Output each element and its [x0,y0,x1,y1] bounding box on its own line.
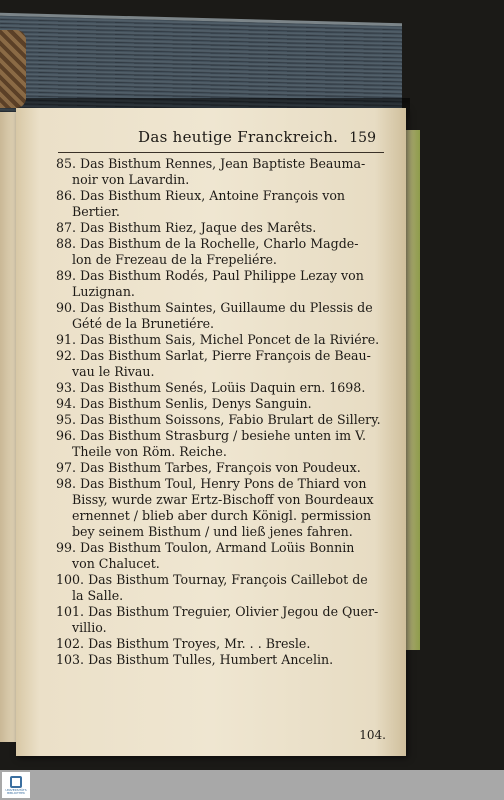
list-item [56,396,386,412]
entry-number: 87. [56,220,77,235]
entry-number: 96. [56,428,77,443]
entry-text: lon de Frezeau de la Frepeliére. [72,252,277,267]
entry-first-line [56,380,386,396]
entry-continuation-line [56,492,386,508]
list-item [56,412,386,428]
entry-list [56,156,386,668]
entry-first-line [56,236,386,252]
list-item [56,268,386,300]
page-number: 159 [349,130,376,146]
entry-text: Gété de la Brunetiére. [72,316,215,331]
entry-text: Das Bisthum Rennes, Jean Baptiste Beauma- [80,156,366,171]
entry-first-line [56,428,386,444]
spine-ribbon [0,30,26,108]
entry-number: 103. [56,652,85,667]
entry-first-line [56,412,386,428]
entry-continuation-line [56,444,386,460]
entry-text: Das Bisthum Soissons, Fabio Brulart de Sillery. [80,412,381,427]
entry-text: Das Bisthum Rieux, Antoine François von [80,188,346,203]
entry-continuation-line [56,508,386,524]
entry-first-line [56,636,386,652]
entry-first-line [56,220,386,236]
entry-number: 86. [56,188,77,203]
list-item [56,156,386,188]
list-item [56,572,386,604]
entry-text: noir von Lavardin. [72,172,190,187]
entry-text: Das Bisthum Rodés, Paul Philippe Lezay von [80,268,364,283]
entry-continuation-line [56,588,386,604]
entry-number: 95. [56,412,77,427]
entry-first-line [56,332,386,348]
entry-first-line [56,572,386,588]
entry-text: Das Bisthum Tarbes, François von Poudeux. [80,460,361,475]
entry-number: 94. [56,396,77,411]
entry-text: Theile von Röm. Reiche. [72,444,227,459]
list-item [56,652,386,668]
entry-number: 102. [56,636,85,651]
entry-first-line [56,652,386,668]
entry-continuation-line [56,316,386,332]
list-item [56,604,386,636]
entry-text: Das Bisthum Toul, Henry Pons de Thiard von [80,476,367,491]
entry-number: 101. [56,604,85,619]
list-item [56,220,386,236]
entry-text: vau le Rivau. [72,364,155,379]
library-logo-text: UNIVERSITÄTS BIBLIOTHEK [5,788,27,795]
entry-text: Bissy, wurde zwar Ertz-Bischoff von Bourdeaux [72,492,374,507]
entry-text: Das Bisthum de la Rochelle, Charlo Magde- [80,236,359,251]
entry-text: ernennet / blieb aber durch Königl. permission [72,508,372,523]
entry-text: Das Bisthum Tournay, François Caillebot de [88,572,368,587]
entry-text: Luzignan. [72,284,135,299]
entry-first-line [56,460,386,476]
entry-text: Das Bisthum Saintes, Guillaume du Plessis de [80,300,373,315]
book-page [16,108,406,756]
entry-text: Das Bisthum Troyes, Mr. . . Bresle. [88,636,311,651]
list-item [56,476,386,540]
entry-text: la Salle. [72,588,124,603]
entry-continuation-line [56,252,386,268]
entry-text: Das Bisthum Strasburg / besiehe unten im V. [80,428,367,443]
running-title: Das heutige Franckreich. [138,128,339,146]
entry-continuation-line [56,620,386,636]
entry-text: Das Bisthum Sais, Michel Poncet de la Riviére. [80,332,380,347]
entry-first-line [56,268,386,284]
page-header [76,128,386,154]
list-item [56,380,386,396]
entry-number: 85. [56,156,77,171]
list-item [56,540,386,572]
entry-first-line [56,188,386,204]
entry-number: 93. [56,380,77,395]
header-rule [58,152,384,153]
entry-number: 98. [56,476,77,491]
entry-number: 88. [56,236,77,251]
list-item [56,636,386,652]
entry-continuation-line [56,204,386,220]
entry-continuation-line [56,284,386,300]
list-item [56,460,386,476]
list-item [56,428,386,460]
entry-continuation-line [56,172,386,188]
entry-number: 92. [56,348,77,363]
entry-text: von Chalucet. [72,556,160,571]
entry-number: 90. [56,300,77,315]
entry-text: Das Bisthum Tulles, Humbert Ancelin. [88,652,334,667]
entry-first-line [56,604,386,620]
entry-text: Das Bisthum Riez, Jaque des Marêts. [80,220,317,235]
entry-text: Das Bisthum Senés, Loüis Daquin ern. 1698. [80,380,366,395]
entry-number: 100. [56,572,85,587]
library-logo[interactable] [2,772,30,798]
entry-first-line [56,540,386,556]
catchword: 104. [359,728,386,742]
entry-continuation-line [56,556,386,572]
entry-text: villio. [72,620,107,635]
list-item [56,348,386,380]
entry-text: Das Bisthum Toulon, Armand Loüis Bonnin [80,540,355,555]
page-stack-edge [404,130,420,650]
entry-first-line [56,476,386,492]
list-item [56,188,386,220]
entry-number: 97. [56,460,77,475]
entry-first-line [56,300,386,316]
viewer-footer-bar [0,770,504,800]
entry-text: bey seinem Bisthum / und ließ jenes fahren. [72,524,353,539]
entry-first-line [56,348,386,364]
entry-text: Bertier. [72,204,120,219]
entry-number: 91. [56,332,77,347]
list-item [56,236,386,268]
entry-first-line [56,156,386,172]
entry-text: Das Bisthum Senlis, Denys Sanguin. [80,396,312,411]
list-item [56,300,386,332]
entry-text: Das Bisthum Treguier, Olivier Jegou de Quer- [88,604,379,619]
entry-continuation-line [56,364,386,380]
entry-number: 89. [56,268,77,283]
list-item [56,332,386,348]
entry-number: 99. [56,540,77,555]
entry-text: Das Bisthum Sarlat, Pierre François de Beau- [80,348,371,363]
library-logo-icon [10,776,22,788]
entry-first-line [56,396,386,412]
entry-continuation-line [56,524,386,540]
